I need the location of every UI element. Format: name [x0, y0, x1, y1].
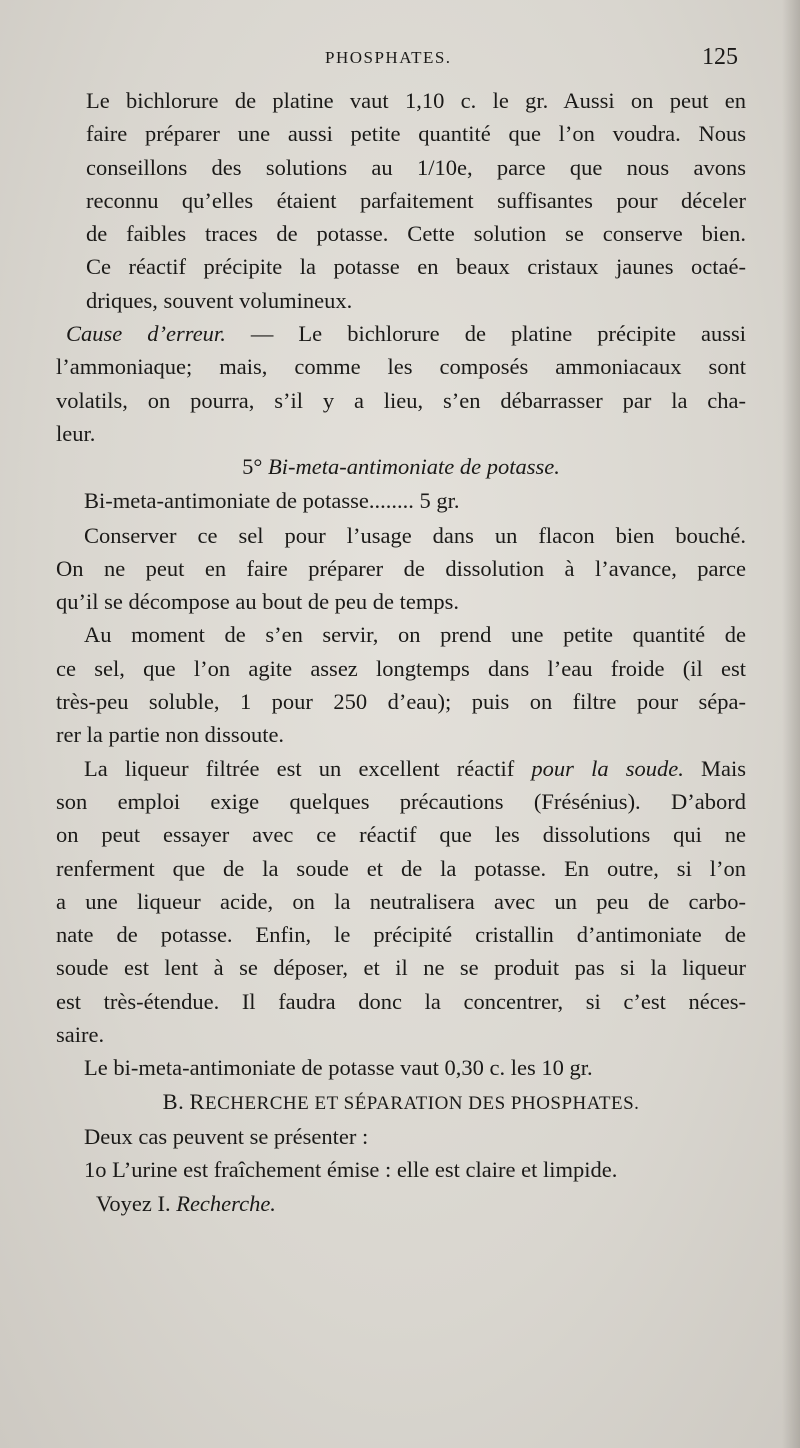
- section-letter: B.: [162, 1088, 185, 1114]
- paragraph-case-one: [56, 1153, 746, 1186]
- page-header: [0, 44, 800, 80]
- page-number: 125: [702, 44, 738, 70]
- text-line: faire préparer une aussi petite quantité que l’on voudra. Nous: [86, 121, 746, 147]
- text-line: — Le bichlorure de platine précipite aussi: [225, 321, 746, 347]
- section-initial: R: [189, 1088, 205, 1114]
- page-edge-shadow: [782, 0, 800, 1448]
- text-line: de faibles traces de potasse. Cette solution se conserve bien.: [86, 221, 746, 247]
- paragraph-liqueur-filtree: [56, 752, 746, 1052]
- text-line: Le bichlorure de platine vaut 1,10 c. le gr. Aussi on peut en: [86, 88, 746, 113]
- emphasis-pour-la-soude: pour la soude.: [531, 755, 684, 781]
- subsection-title: Bi-meta-antimoniate de potasse.: [268, 454, 560, 480]
- cause-erreur-label: Cause d’erreur.: [66, 321, 226, 347]
- text-line: est très-étendue. Il faudra donc la concentrer, si c’est néces-: [56, 988, 746, 1014]
- text-line: La liqueur filtrée est un excellent réactif: [84, 755, 532, 781]
- text-line: a une liqueur acide, on la neutralisera avec un peu de carbo-: [56, 888, 746, 914]
- running-title: PHOSPHATES.: [325, 48, 452, 67]
- body-text: [56, 84, 746, 1220]
- text-line: Deux cas peuvent se présenter :: [84, 1123, 369, 1149]
- text-line: rer la partie non dissoute.: [56, 722, 285, 748]
- text-line: ce sel, que l’on agite assez longtemps dans l’eau froide (il est: [56, 655, 746, 681]
- paragraph-cause-erreur: [56, 317, 746, 450]
- subsection-heading: [56, 450, 746, 483]
- text-line: leur.: [56, 420, 96, 446]
- text-line: Conserver ce sel pour l’usage dans un flacon bien bouché.: [84, 522, 746, 548]
- section-title: ECHERCHE ET SÉPARATION DES PHOSPHATES.: [204, 1092, 640, 1114]
- text-line: l’ammoniaque; mais, comme les composés ammoniacaux sont: [56, 354, 746, 380]
- paragraph-voyez: [56, 1187, 746, 1220]
- text-line: saire.: [56, 1022, 105, 1048]
- text-line: soude est lent à se déposer, et il ne se produit pas si la liqueur: [56, 955, 746, 981]
- paragraph-usage: [56, 618, 746, 751]
- text-line: on peut essayer avec ce réactif que les dissolutions qui ne: [56, 822, 746, 848]
- text-line: 1o L’urine est fraîchement émise : elle est claire et limpide.: [84, 1157, 618, 1183]
- text-line: volatils, on pourra, s’il y a lieu, s’en débarrasser par la cha-: [56, 387, 746, 413]
- emphasis-recherche: Recherche.: [176, 1190, 276, 1216]
- text-line: son emploi exige quelques précautions (Frésénius). D’abord: [56, 788, 746, 814]
- paragraph-conservation: [56, 519, 746, 619]
- text-line: reconnu qu’elles étaient parfaitement suffisantes pour déceler: [86, 187, 746, 213]
- text-line: conseillons des solutions au 1/10e, parce que nous avons: [86, 154, 746, 180]
- text-line: Voyez I.: [96, 1190, 177, 1216]
- text-line: Le bi-meta-antimoniate de potasse vaut 0,30 c. les 10 gr.: [84, 1055, 593, 1081]
- text-line: Ce réactif précipite la potasse en beaux cristaux jaunes octaé-: [86, 254, 746, 280]
- text-line: très-peu soluble, 1 pour 250 d’eau); puis on filtre pour sépa-: [56, 689, 746, 715]
- text-line: nate de potasse. Enfin, le précipité cristallin d’antimoniate de: [56, 922, 746, 948]
- text-line: Au moment de s’en servir, on prend une petite quantité de: [84, 622, 746, 648]
- subsection-number: 5°: [242, 454, 263, 480]
- section-heading: [56, 1085, 746, 1120]
- text-line: driques, souvent volumineux.: [86, 287, 353, 313]
- paragraph-price-antimoniate: [56, 1051, 746, 1084]
- text-line: Mais: [683, 755, 746, 781]
- reagent-formula: Bi-meta-antimoniate de potasse........ 5 gr.: [84, 487, 460, 513]
- paragraph-deux-cas: [56, 1120, 746, 1153]
- text-line: qu’il se décompose au bout de peu de temps.: [56, 589, 460, 615]
- text-line: On ne peut en faire préparer de dissolution à l’avance, parce: [56, 555, 746, 581]
- paragraph-platinum-price: [56, 84, 746, 317]
- text-line: renferment que de la soude et de la potasse. En outre, si l’on: [56, 855, 746, 881]
